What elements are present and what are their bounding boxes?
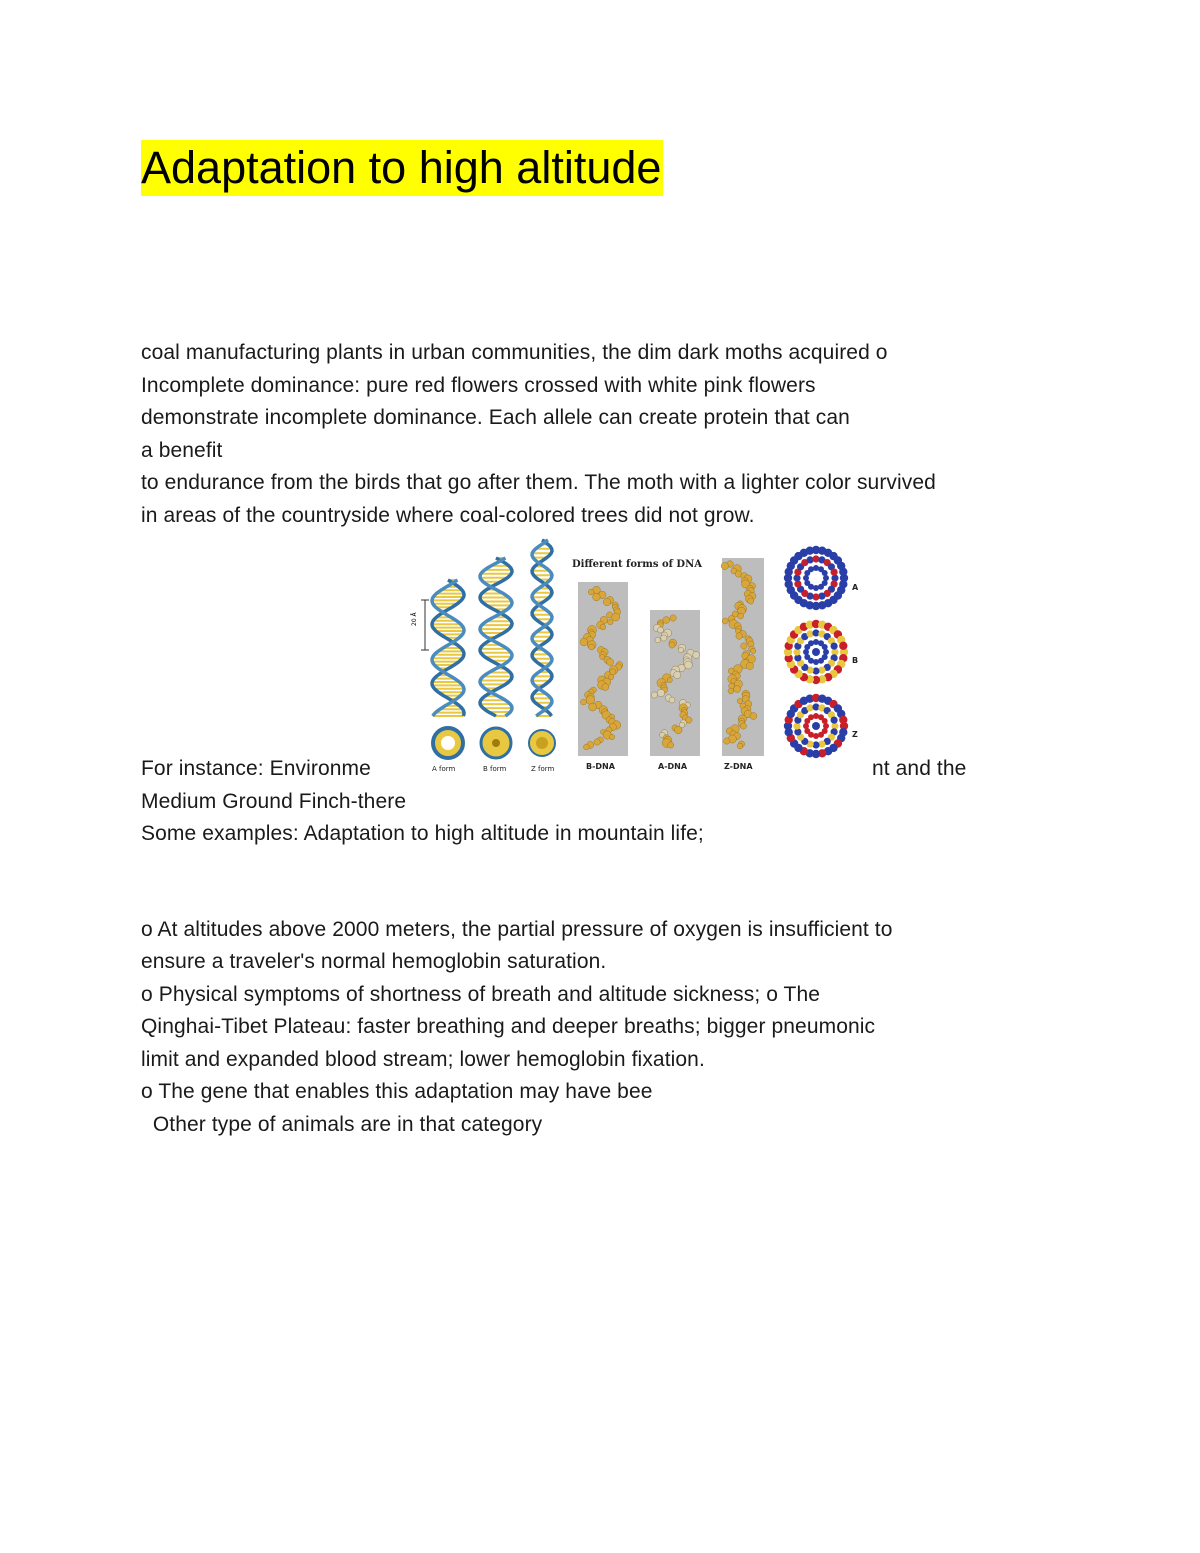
bullet-line: o Physical symptoms of shortness of breath and altitude sickness; o The: [141, 983, 821, 1006]
helix-label: B form: [483, 765, 507, 773]
column-label: A-DNA: [658, 762, 688, 771]
bullet-line: o The gene that enables this adaptation may have bee: [141, 1080, 653, 1103]
cross-section-label: B: [852, 656, 859, 665]
paragraph-line: Medium Ground Finch-there: [141, 790, 407, 813]
paragraph-line: to endurance from the birds that go after them. The moth with a lighter color survived: [141, 471, 936, 494]
column-label: Z-DNA: [724, 762, 753, 771]
bullet-line: Qinghai-Tibet Plateau: faster breathing and deeper breaths; bigger pneumonic: [141, 1015, 876, 1038]
bullet-line: Other type of animals are in that category: [141, 1113, 543, 1136]
paragraph-line: coal manufacturing plants in urban communities, the dim dark moths acquired o: [141, 341, 888, 364]
text-fragment-right: nt and the: [872, 757, 967, 780]
helix-label: Z form: [531, 765, 555, 773]
cross-section-label: Z: [852, 730, 858, 739]
helix-top-views: [433, 728, 555, 758]
paragraph-line: Some examples: Adaptation to high altitude in mountain life;: [141, 822, 704, 845]
text-fragment-left: For instance: Environme: [141, 757, 371, 780]
cross-section-views: [784, 546, 848, 758]
paragraph-line: Incomplete dominance: pure red flowers crossed with white pink flowers: [141, 374, 816, 397]
column-label: B-DNA: [586, 762, 615, 771]
double-helix-models: [432, 540, 552, 716]
bullet-line: o At altitudes above 2000 meters, the partial pressure of oxygen is insufficient to: [141, 918, 893, 941]
bullet-line: ensure a traveler's normal hemoglobin saturation.: [141, 950, 607, 973]
paragraph-line: demonstrate incomplete dominance. Each allele can create protein that can: [141, 406, 850, 429]
cross-section-label: A: [852, 583, 859, 592]
paragraph-line: a benefit: [141, 439, 223, 462]
figure-heading: Different forms of DNA: [572, 559, 702, 570]
bullet-line: limit and expanded blood stream; lower hemoglobin fixation.: [141, 1048, 705, 1071]
dna-forms-figure: [410, 538, 866, 774]
scale-label: 20 Å: [411, 612, 418, 626]
paragraph-line: in areas of the countryside where coal-colored trees did not grow.: [141, 504, 755, 527]
document-title: Adaptation to high altitude: [141, 140, 663, 196]
helix-label: A form: [432, 765, 456, 773]
